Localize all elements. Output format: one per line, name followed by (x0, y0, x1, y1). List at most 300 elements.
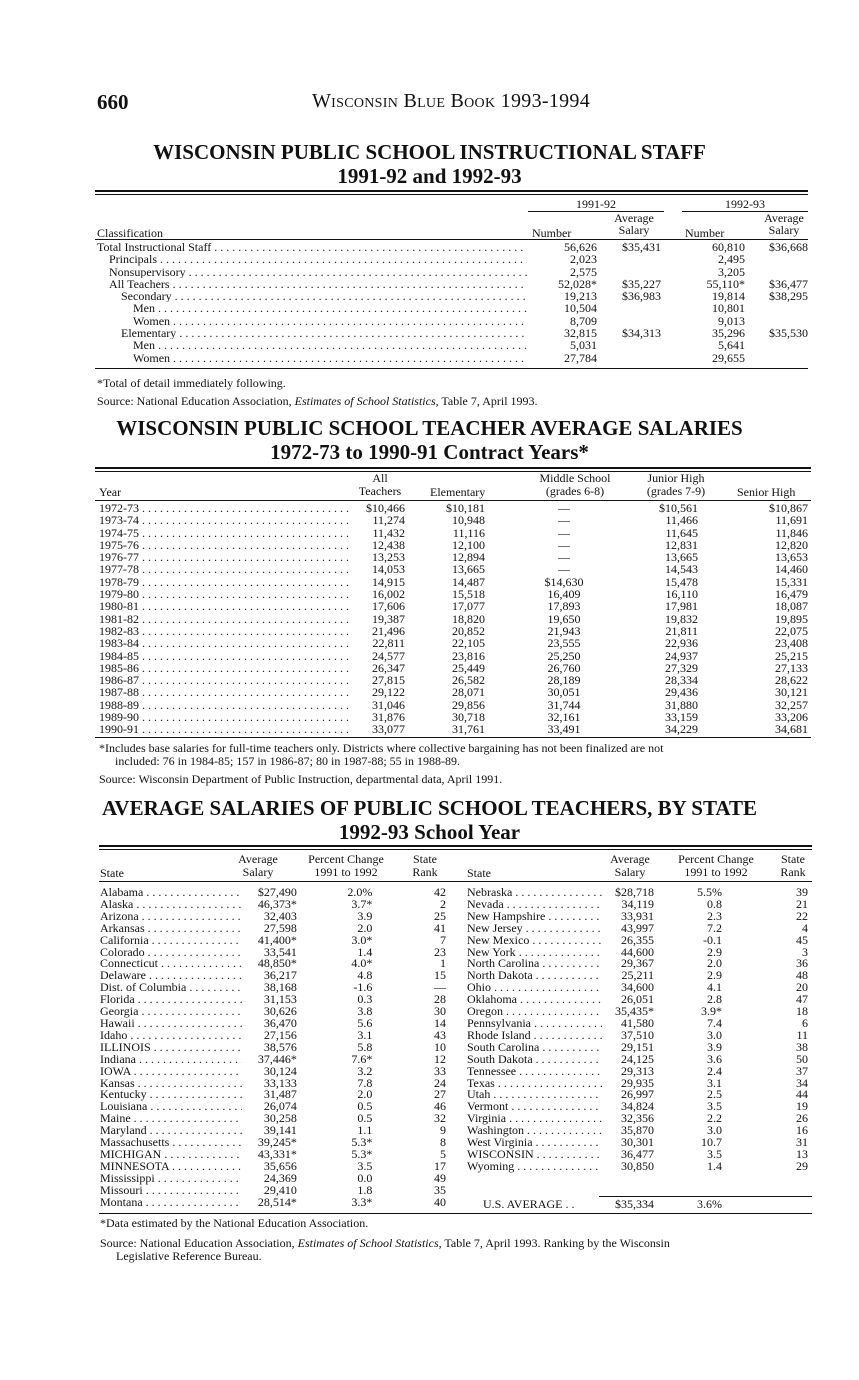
st-col-avg-r-1: Average (610, 852, 650, 866)
state-rank: 15 (434, 968, 446, 983)
staff-salary-1992: $36,477 (769, 276, 808, 291)
state-rank: 48 (796, 968, 808, 983)
sal-all: 26,347 (372, 660, 405, 675)
states-source (100, 1237, 815, 1263)
state-salary: 39,245* (257, 1135, 297, 1150)
state-salary: 31,153 (263, 992, 297, 1007)
state-pct-change: 4.8 (357, 968, 373, 983)
salaries-top-rule (95, 467, 811, 469)
state-pct-change: 1.1 (357, 1123, 373, 1138)
state-name-text: Kentucky (100, 1089, 147, 1102)
state-name-text: WISCONSIN (467, 1148, 534, 1161)
state-name-text: Kansas (100, 1077, 135, 1090)
state-name (467, 1101, 602, 1113)
sal-senior: 32,257 (775, 697, 808, 712)
st-col-rank-l-2: Rank (412, 864, 438, 879)
state-pct-change: 2.8 (707, 992, 722, 1007)
sal-junior: 31,880 (665, 697, 698, 712)
state-name (100, 1161, 242, 1173)
state-name (100, 911, 242, 923)
state-name (100, 1173, 242, 1185)
states-top-rule-2 (99, 849, 812, 850)
staff-number-1992: 60,810 (712, 240, 745, 254)
state-pct-change: -1.6 (353, 980, 373, 995)
state-salary: 34,600 (621, 980, 654, 995)
sal-junior: 33,159 (665, 710, 698, 725)
sal-elem: 22,105 (452, 636, 485, 651)
state-salary: 43,331* (257, 1146, 297, 1161)
staff-subtitle-line: 1991-92 and 1992-93 (337, 164, 522, 188)
state-name (100, 923, 242, 935)
state-pct-change: 3.6 (707, 1051, 722, 1066)
state-name-text: Louisiana (100, 1101, 148, 1114)
sal-year-text: 1990-91 (99, 723, 139, 736)
sal-year-text: 1982-83 (99, 624, 139, 638)
state-rank: 9 (440, 1123, 446, 1138)
state-name (467, 1042, 602, 1054)
salaries-row (99, 637, 810, 649)
state-name-text: New Hampshire (467, 910, 546, 923)
sal-year-text: 1972-73 (99, 502, 139, 515)
state-name-text: New Jersey (467, 922, 523, 935)
state-salary: 24,369 (263, 1170, 297, 1185)
sal-year (99, 539, 349, 551)
state-pct-change: 0.0 (357, 1170, 373, 1185)
state-pct-change: 10.7 (701, 1135, 722, 1150)
state-name-text: New York (467, 946, 516, 959)
state-name-text: Oregon (467, 1006, 503, 1018)
state-rank: 44 (796, 1087, 808, 1102)
sal-middle: 28,189 (547, 673, 581, 688)
staff-row-label (97, 241, 527, 253)
states-header-rule (99, 881, 812, 882)
sal-all: 22,811 (372, 636, 405, 651)
state-rank: 8 (440, 1135, 446, 1150)
sal-junior: 19,832 (665, 611, 698, 626)
sal-middle: 30,051 (547, 685, 581, 700)
state-rank: 32 (434, 1111, 446, 1126)
sal-elem: 10,948 (452, 513, 485, 528)
staff-top-rule (95, 190, 808, 192)
st-col-pct-r-2: 1991 to 1992 (684, 864, 748, 879)
salaries-title (0, 416, 859, 464)
state-rank: 19 (796, 1099, 808, 1114)
salaries-footnote (99, 742, 814, 768)
staff-row-label-text: Elementary (121, 327, 177, 340)
state-name-text: Virginia (467, 1113, 507, 1126)
sal-year (99, 551, 349, 563)
state-name-text: Alabama (100, 887, 144, 899)
staff-row (97, 278, 808, 290)
sal-year-text: 1979-80 (99, 588, 139, 601)
st-col-avg-l-2: Salary (242, 864, 274, 879)
sal-all: 31,046 (372, 697, 405, 712)
state-name-text: South Carolina (467, 1041, 540, 1054)
state-salary: 35,870 (621, 1123, 654, 1138)
staff-col-avg-2-l1: Average (764, 211, 804, 225)
state-name-text: Vermont (467, 1101, 509, 1114)
staff-number-1992: 5,641 (718, 338, 745, 353)
state-pct-change: 2.9 (707, 944, 722, 959)
state-rank: 5 (440, 1146, 446, 1161)
sal-all: 24,577 (372, 648, 405, 663)
st-col-state-l: State (100, 866, 124, 880)
staff-row-label-text: All Teachers (109, 277, 170, 291)
state-name-text: New Mexico (467, 934, 530, 947)
staff-group-1992: 1992-93 (725, 197, 765, 211)
state-salary: 28,514* (257, 1194, 297, 1209)
state-name-text: Wyoming (467, 1160, 515, 1173)
sal-senior: 13,653 (775, 550, 808, 565)
state-rank: 33 (434, 1063, 446, 1078)
state-name (467, 1113, 602, 1125)
state-name (100, 935, 242, 947)
sal-middle: 16,409 (547, 587, 581, 602)
states-subtitle-line: 1992-93 School Year (338, 820, 521, 844)
state-name (467, 1054, 602, 1066)
state-salary: 41,580 (621, 1015, 654, 1030)
sal-junior: 11,645 (665, 525, 698, 540)
state-rank: 2 (440, 896, 446, 911)
sal-middle: — (558, 525, 570, 540)
sal-year (99, 699, 349, 711)
sal-year (99, 613, 349, 625)
state-salary: 30,124 (263, 1063, 297, 1078)
page-number: 660 (97, 90, 129, 114)
staff-number-1992: 3,205 (718, 264, 745, 279)
state-pct-change: 3.8 (357, 1004, 373, 1019)
sal-year (99, 637, 349, 649)
st-col-pct-l-2: 1991 to 1992 (314, 864, 378, 879)
staff-number-1991: 19,213 (564, 289, 597, 304)
states-top-rule (99, 845, 812, 847)
state-name (100, 970, 242, 982)
state-name-text: Massachusetts (100, 1137, 170, 1149)
state-salary: 36,470 (263, 1015, 297, 1030)
state-rank: 50 (796, 1051, 808, 1066)
state-rank: 24 (434, 1075, 446, 1090)
sal-senior: 18,087 (775, 599, 808, 614)
st-col-pct-l (296, 853, 396, 878)
state-name (100, 1125, 242, 1137)
state-salary: 38,168 (263, 980, 297, 995)
staff-row (97, 266, 808, 278)
state-salary: 26,355 (621, 932, 654, 947)
sal-all: 19,387 (372, 611, 405, 626)
sal-elem: 20,852 (452, 623, 485, 638)
staff-header-rule (95, 239, 808, 240)
states-footnote: *Data estimated by the National Education Association. (100, 1216, 369, 1230)
sal-junior: 16,110 (665, 587, 698, 602)
staff-row-label (97, 339, 527, 351)
state-name (467, 1078, 602, 1090)
state-rank: 12 (434, 1051, 446, 1066)
staff-number-1992: 29,655 (712, 350, 745, 365)
sal-junior: 27,329 (665, 660, 698, 675)
state-name (467, 1066, 602, 1078)
state-pct-change: 3.9 (707, 1039, 722, 1054)
state-rank: 10 (434, 1039, 446, 1054)
staff-title-line: WISCONSIN PUBLIC SCHOOL INSTRUCTIONAL STAFF (153, 140, 706, 164)
salaries-row (99, 600, 810, 612)
staff-row-label-text: Women (133, 314, 171, 328)
sal-col-elem: Elementary (430, 485, 486, 499)
sal-senior: 33,206 (775, 710, 808, 725)
state-pct-change: 3.9 (357, 908, 373, 923)
state-pct-change: 2.0 (357, 1087, 373, 1102)
staff-salary-1991 (597, 339, 661, 351)
sal-col-all (350, 472, 410, 497)
state-salary: 24,125 (621, 1051, 654, 1066)
states-bottom-rule (99, 1213, 812, 1214)
sal-middle: 26,760 (547, 660, 581, 675)
sal-year-text: 1988-89 (99, 698, 139, 712)
state-pct-change: 3.5 (707, 1099, 722, 1114)
sal-elem: 17,077 (452, 599, 485, 614)
state-name (100, 1101, 242, 1113)
staff-salary-1992 (745, 302, 808, 314)
state-name-text: Mississippi (100, 1172, 155, 1185)
state-pct-change: 3.9* (701, 1004, 722, 1019)
state-salary: 31,487 (263, 1087, 297, 1102)
staff-salary-1992: $38,295 (769, 289, 808, 304)
sal-senior: 22,075 (775, 623, 808, 638)
running-title: Wisconsin Blue Book 1993-1994 (312, 90, 591, 112)
staff-salary-1992 (745, 253, 808, 265)
state-name (100, 1066, 242, 1078)
sal-all: 13,253 (372, 550, 405, 565)
sal-middle: 19,650 (547, 611, 581, 626)
sal-elem: 28,071 (452, 685, 485, 700)
sal-junior: 14,543 (665, 562, 698, 577)
sal-junior: 17,981 (665, 599, 698, 614)
sal-all: 11,432 (372, 525, 405, 540)
sal-year (99, 686, 349, 698)
state-rank: 22 (796, 908, 808, 923)
sal-all: 27,815 (372, 673, 405, 688)
sal-elem: 15,518 (452, 587, 485, 602)
state-name-text: Arizona (100, 910, 139, 923)
sal-senior: $10,867 (769, 501, 808, 515)
st-col-avg-l (228, 853, 288, 878)
staff-row-label-text: Total Instructional Staff (97, 241, 212, 254)
staff-row (97, 290, 808, 302)
state-pct-change: 0.8 (707, 896, 722, 911)
state-name-text: Indiana (100, 1053, 136, 1066)
state-name (467, 1125, 602, 1137)
sal-middle: 23,555 (547, 636, 581, 651)
sal-col-junior-l2: (grades 7-9) (646, 483, 706, 498)
state-rank: 16 (796, 1123, 808, 1138)
state-pct-change: 1.4 (707, 1158, 722, 1173)
state-pct-change: 3.1 (707, 1075, 722, 1090)
sal-elem: 23,816 (452, 648, 485, 663)
staff-col-avg-1-l1: Average (614, 211, 654, 225)
sal-senior: 11,691 (775, 513, 808, 528)
sal-year-text: 1977-78 (99, 563, 139, 576)
state-name (100, 887, 242, 899)
state-name (467, 1161, 602, 1173)
us-average-label-text: U.S. AVERAGE (483, 1197, 563, 1211)
state-salary: 36,477 (621, 1146, 654, 1161)
state-rank: 30 (434, 1004, 446, 1019)
staff-row-label (97, 290, 527, 302)
sal-year (99, 502, 349, 514)
sal-middle: — (558, 537, 570, 552)
state-name (100, 982, 242, 994)
sal-all: $10,466 (366, 501, 405, 515)
staff-col-number-2: Number (685, 226, 725, 240)
staff-row (97, 352, 808, 364)
state-name-text: Texas (467, 1077, 495, 1090)
state-pct-change: 1.8 (357, 1182, 373, 1197)
state-rank: 42 (434, 885, 446, 899)
state-pct-change: 7.4 (707, 1015, 722, 1030)
st-col-pct-l-1: Percent Change (308, 852, 384, 866)
states-table-left (100, 887, 450, 1208)
state-salary: 26,997 (621, 1087, 654, 1102)
st-col-state-r: State (467, 866, 491, 880)
state-rank: 47 (796, 992, 808, 1007)
sal-col-middle-l1: Middle School (539, 471, 611, 485)
state-rank: 28 (434, 992, 446, 1007)
states-source-suffix: , Table 7, April 1993. Ranking by the Wisconsin (438, 1236, 670, 1250)
st-col-avg-r-2: Salary (614, 864, 646, 879)
staff-salary-1991: $36,983 (622, 289, 661, 304)
state-rank: 29 (796, 1158, 808, 1173)
staff-salary-1991: $35,227 (622, 276, 661, 291)
state-rank: 49 (434, 1170, 446, 1185)
sal-middle: 21,943 (547, 623, 581, 638)
state-pct-change: 3.0 (707, 1123, 722, 1138)
state-name-text: Maryland (100, 1125, 147, 1138)
states-title (0, 796, 859, 844)
state-name (100, 1018, 242, 1030)
state-name (467, 899, 602, 911)
staff-number-1991: 2,575 (570, 264, 597, 279)
state-rank: 13 (796, 1146, 808, 1161)
state-name-text: Ohio (467, 982, 491, 995)
state-name-text: Tennessee (467, 1065, 517, 1078)
st-col-rank-r-1: State (781, 852, 805, 866)
state-name (467, 970, 602, 982)
staff-col-classification: Classification (97, 226, 163, 240)
state-salary: 29,410 (263, 1182, 297, 1197)
st-col-pct-r (664, 853, 768, 878)
sal-year-text: 1981-82 (99, 612, 139, 625)
us-average-row (467, 1199, 812, 1211)
state-name-text: Pennsylvania (467, 1017, 531, 1030)
state-salary: $28,718 (615, 885, 654, 899)
staff-row (97, 315, 808, 327)
staff-number-1991: 2,023 (570, 252, 597, 267)
state-name-text: ILLINOIS (100, 1041, 151, 1054)
sal-year (99, 662, 349, 674)
sal-year (99, 563, 349, 575)
staff-salary-1992: $36,668 (769, 240, 808, 254)
staff-row (97, 302, 808, 314)
state-pct-change: 2.0 (357, 920, 373, 935)
state-name-text: Nebraska (467, 887, 513, 899)
staff-number-1992: 2,495 (718, 252, 745, 267)
state-salary: 38,576 (263, 1039, 297, 1054)
staff-row-label-text: Principals (109, 253, 157, 266)
st-col-rank-r-2: Rank (780, 864, 806, 879)
sal-year (99, 527, 349, 539)
state-name-text: North Carolina (467, 958, 540, 971)
staff-number-1991: 8,709 (570, 313, 597, 328)
state-salary: 26,051 (621, 992, 654, 1007)
salaries-footnote-l2: included: 76 in 1984-85; 157 in 1986-87; 80 in 1987-88; 55 in 1988-89. (115, 754, 460, 768)
state-name-text: Nevada (467, 898, 504, 911)
state-salary: 25,211 (621, 968, 654, 983)
state-rank: 14 (434, 1015, 446, 1030)
staff-row-label-text: Nonsupervisory (109, 265, 186, 278)
staff-number-1992: 10,801 (712, 301, 745, 316)
salaries-table (99, 502, 810, 736)
sal-col-all-l2: Teachers (358, 483, 402, 498)
state-pct-change: 5.8 (357, 1039, 373, 1054)
staff-number-1991: 27,784 (564, 350, 597, 365)
sal-junior: 22,936 (665, 636, 698, 651)
staff-number-1991: 52,028* (558, 276, 597, 291)
state-rank: 4 (802, 920, 808, 935)
state-salary: 48,850* (257, 956, 297, 971)
state-pct-change: 3.1 (357, 1027, 373, 1042)
state-name (467, 1018, 602, 1030)
state-pct-change: 3.7* (351, 896, 373, 911)
sal-all: 16,002 (372, 587, 405, 602)
state-rank: 7 (440, 932, 446, 947)
salaries-footnote-l1: *Includes base salaries for full-time teachers only. Districts where collective bargaining has not been finalized are not (99, 741, 664, 755)
state-rank: 6 (802, 1015, 808, 1030)
staff-salary-1992 (745, 339, 808, 351)
sal-senior: 14,460 (775, 562, 808, 577)
sal-middle: 17,893 (547, 599, 581, 614)
state-row-right (467, 1161, 812, 1173)
st-col-avg-r (598, 853, 662, 878)
sal-junior: $10,561 (659, 501, 698, 515)
salaries-subtitle-line: 1972-73 to 1990-91 Contract Years* (270, 440, 589, 464)
salaries-row (99, 723, 810, 735)
staff-footnote: *Total of detail immediately following. (97, 376, 286, 390)
state-name-text: Rhode Island (467, 1029, 531, 1042)
state-name (100, 1089, 242, 1101)
sal-year-text: 1987-88 (99, 686, 139, 699)
state-name (467, 1149, 602, 1161)
sal-all: 12,438 (372, 537, 405, 552)
us-average-salary: $35,334 (615, 1197, 654, 1211)
sal-year-text: 1985-86 (99, 661, 139, 675)
state-name-text: Idaho (100, 1029, 128, 1042)
state-name-text: Arkansas (100, 922, 145, 935)
state-salary: 43,997 (621, 920, 654, 935)
states-source-italic: Estimates of School Statistics (297, 1236, 439, 1250)
state-name-text: IOWA (100, 1065, 131, 1078)
staff-row (97, 339, 808, 351)
sal-year (99, 723, 349, 735)
state-salary: 35,656 (263, 1158, 297, 1173)
state-rank: 40 (434, 1194, 446, 1209)
sal-year-text: 1983-84 (99, 637, 139, 650)
sal-middle: 32,161 (547, 710, 581, 725)
state-rank: 34 (796, 1075, 808, 1090)
state-pct-change: 3.3* (351, 1194, 373, 1209)
state-salary: 46,373* (257, 896, 297, 911)
state-rank: 3 (802, 944, 808, 959)
state-pct-change: 3.5 (707, 1146, 722, 1161)
sal-junior: 12,831 (665, 537, 698, 552)
